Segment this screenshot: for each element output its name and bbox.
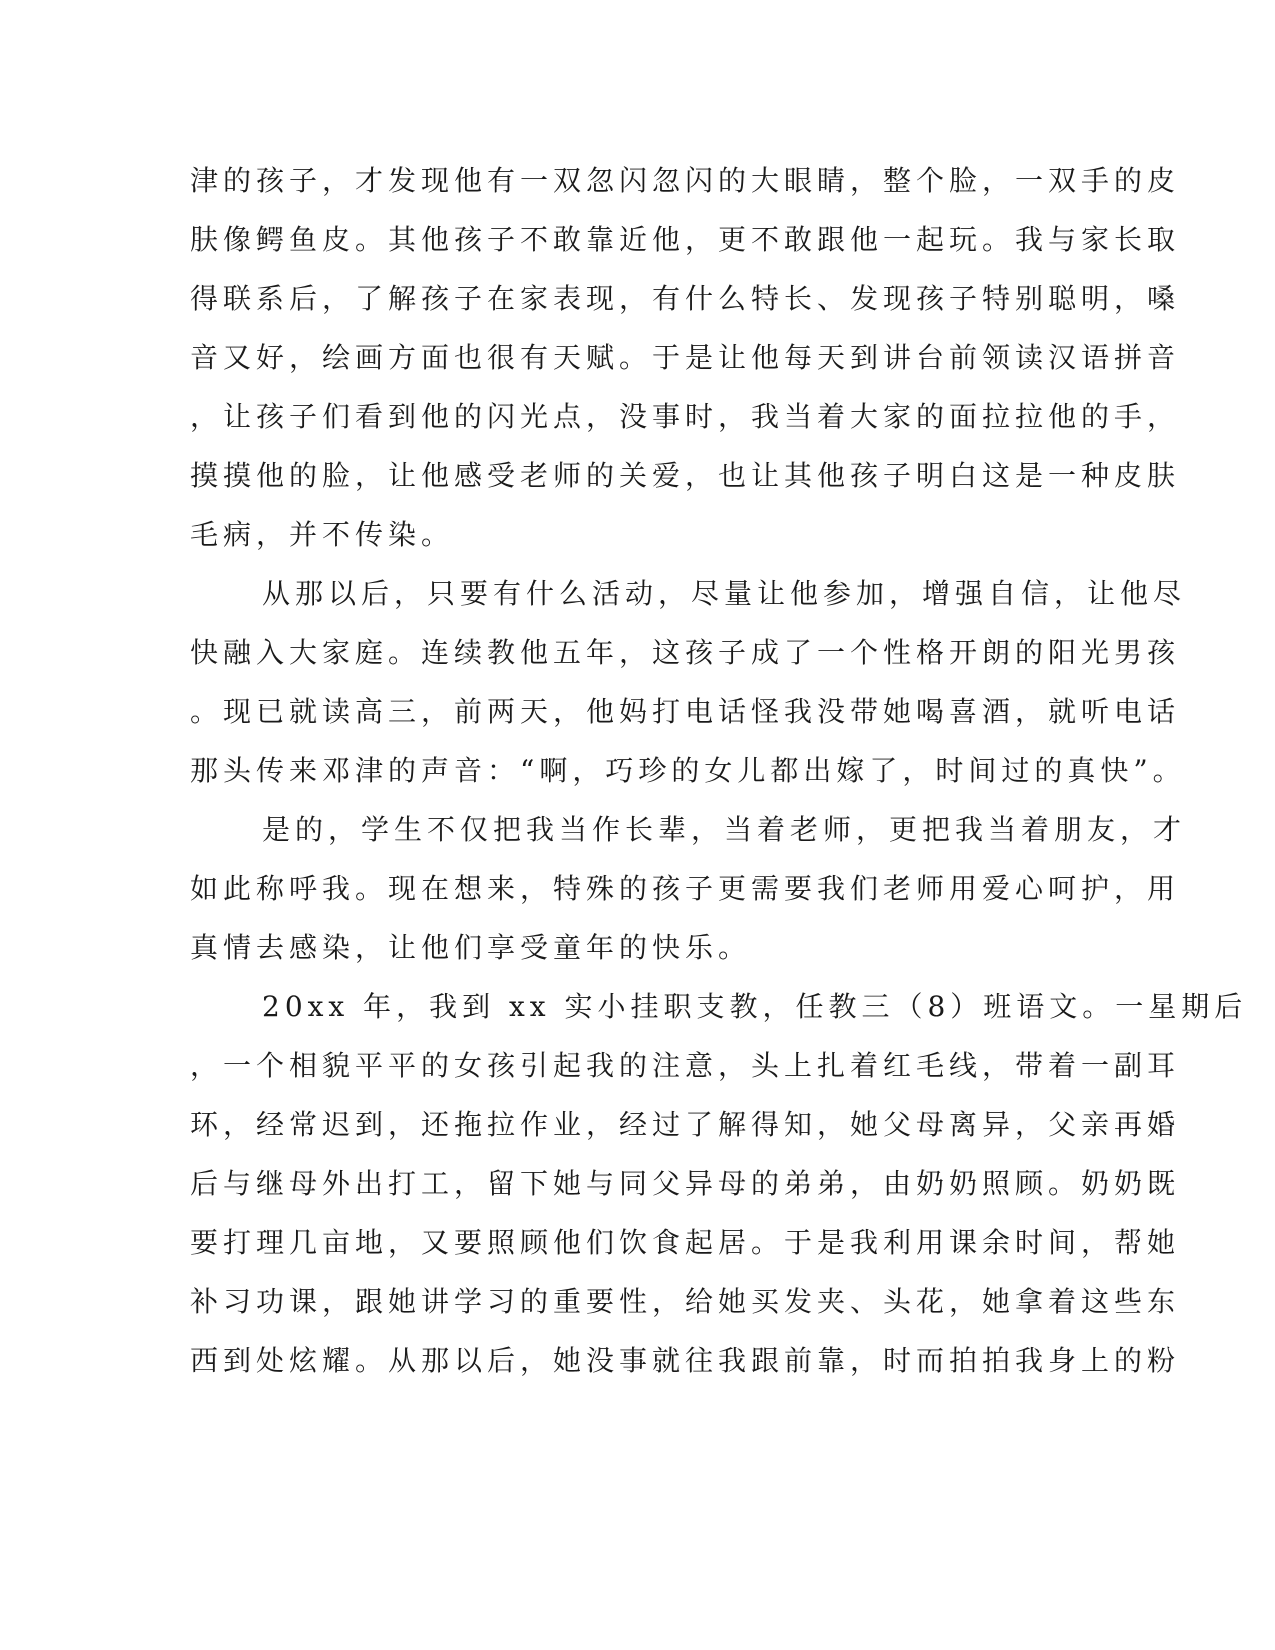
text-line: 西到处炫耀。从那以后，她没事就往我跟前靠，时而拍拍我身上的粉 xyxy=(190,1344,1181,1377)
paragraph-first-line: 是的，学生不仅把我当作长辈，当着老师，更把我当着朋友，才 xyxy=(262,813,1187,846)
text-line: 如此称呼我。现在想来，特殊的孩子更需要我们老师用爱心呵护，用 xyxy=(190,872,1181,905)
text-line: 那头传来邓津的声音：“啊，巧珍的女儿都出嫁了，时间过的真快”。 xyxy=(190,754,1186,787)
text-line: 环，经常迟到，还拖拉作业，经过了解得知，她父母离异，父亲再婚 xyxy=(190,1108,1181,1141)
text-line: 津的孩子，才发现他有一双忽闪忽闪的大眼睛，整个脸，一双手的皮 xyxy=(190,164,1181,197)
text-line: ，让孩子们看到他的闪光点，没事时，我当着大家的面拉拉他的手， xyxy=(190,400,1181,433)
text-line: 真情去感染，让他们享受童年的快乐。 xyxy=(190,931,752,964)
text-line: 快融入大家庭。连续教他五年，这孩子成了一个性格开朗的阳光男孩 xyxy=(190,636,1181,669)
text-line: 音又好，绘画方面也很有天赋。于是让他每天到讲台前领读汉语拼音 xyxy=(190,341,1181,374)
text-line: 要打理几亩地，又要照顾他们饮食起居。于是我利用课余时间，帮她 xyxy=(190,1226,1181,1259)
text-line: ，一个相貌平平的女孩引起我的注意，头上扎着红毛线，带着一副耳 xyxy=(190,1049,1181,1082)
text-line: 摸摸他的脸，让他感受老师的关爱，也让其他孩子明白这是一种皮肤 xyxy=(190,459,1181,492)
text-line: 后与继母外出打工，留下她与同父异母的弟弟，由奶奶照顾。奶奶既 xyxy=(190,1167,1181,1200)
text-line: 肤像鳄鱼皮。其他孩子不敢靠近他，更不敢跟他一起玩。我与家长取 xyxy=(190,223,1181,256)
text-line: 补习功课，跟她讲学习的重要性，给她买发夹、头花，她拿着这些东 xyxy=(190,1285,1181,1318)
text-line: 得联系后，了解孩子在家表现，有什么特长、发现孩子特别聪明，嗓 xyxy=(190,282,1181,315)
text-line: 毛病，并不传染。 xyxy=(190,518,455,551)
paragraph-first-line: 从那以后，只要有什么活动，尽量让他参加，增强自信，让他尽 xyxy=(262,577,1187,610)
text-line: 。现已就读高三，前两天，他妈打电话怪我没带她喝喜酒，就听电话 xyxy=(190,695,1181,728)
paragraph-first-line: 20xx 年，我到 xx 实小挂职支教，任教三（8）班语文。一星期后 xyxy=(262,990,1248,1023)
